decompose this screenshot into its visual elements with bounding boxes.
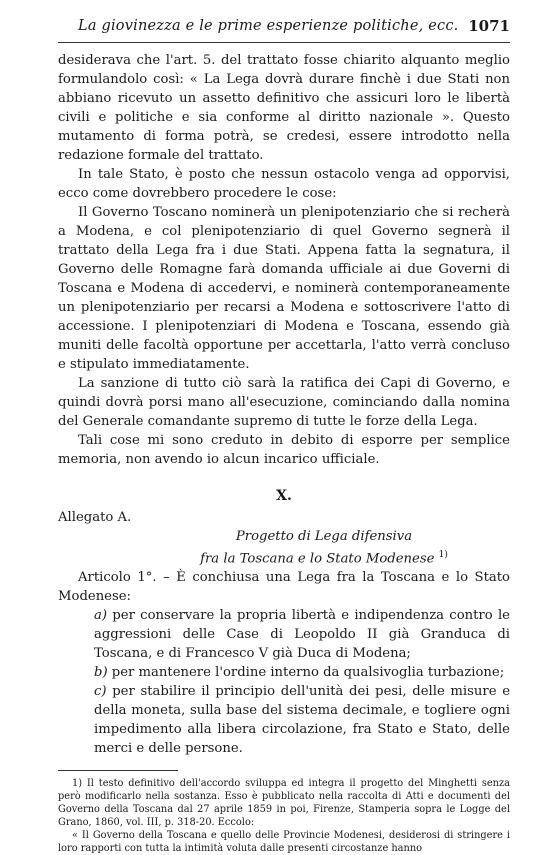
footnote-ref: 1): [438, 550, 448, 560]
document-title: [58, 527, 510, 546]
section-number: X.: [276, 488, 292, 504]
body-text: [58, 51, 510, 758]
list-label: a): [94, 608, 108, 624]
document-title-line-2: fra la Toscana e lo Stato Modenese: [200, 551, 435, 567]
footnote: 1) Il testo definitivo dell'accordo sviluppa ed integra il progetto del Minghetti senza però modificarlo nella sostanza. Esso è pubblicato nella raccolta di Atti e documenti del Governo della Toscana dal 27 aprile 1859 in poi, Firenze, Stamperia sopra le Logge del Grano, 1860, vol. III, p. 318-20. Eccolo:: [58, 778, 510, 829]
article-1: Articolo 1°. – È conchiusa una Lega fra la Toscana e lo Stato Modenese:: [58, 570, 510, 605]
footnote: « Il Governo della Toscana e quello delle Provincie Modenesi, desiderosi di stringere i loro rapporti con tutta la intimità voluta dalle presenti circostanze hanno: [58, 830, 510, 855]
list-item: [58, 682, 510, 758]
list-text: per stabilire il principio dell'unità dei pesi, delle misure e della moneta, sulla base del sistema decimale, e togliere ogni impedimento alla libera circolazione, fra Stato e Stato, delle merci e delle persone.: [94, 684, 510, 757]
list-label: b): [94, 665, 108, 681]
page-number: 1071: [468, 17, 510, 35]
running-title: La giovinezza e le prime esperienze politiche, ecc.: [78, 18, 459, 34]
paragraph: Il Governo Toscano nominerà un plenipotenziario che si recherà a Modena, e col plenipotenziario di quel Governo segnerà il trattato della Lega fra i due Stati. Appena fatta la segnatura, il Governo delle Romagne farà domanda ufficiale ai due Governi di Toscana e Modena di accedervi, e nominerà contemporaneamente un plenipotenziario per recarsi a Modena e sottoscrivere l'atto di accessione. I plenipotenziari di Modena e Toscana, essendo già muniti delle facoltà opportune per accettarla, l'atto verrà concluso e stipulato immediatamente.: [58, 205, 510, 372]
list-text: per conservare la propria libertà e indipendenza contro le aggressioni delle Case di Leopoldo II già Granduca di Toscana, e di Francesco V già Duca di Modena;: [94, 608, 510, 662]
paragraph: desiderava che l'art. 5. del trattato fosse chiarito alquanto meglio formulandolo così: « La Lega dovrà durare finchè i due Stati non abbiano ricevuto un assetto definitivo che assicuri loro le libertà civili e politiche e sia conforme al diritto nazionale ». Questo mutamento di forma potrà, se credesi, essere introdotto nella redazione formale del trattato.: [58, 53, 510, 163]
page-header: [58, 16, 510, 43]
paragraph: La sanzione di tutto ciò sarà la ratifica dei Capi di Governo, e quindi dovrà porsi mano all'esecuzione, cominciando dalla nomina del Generale comandante supremo di tutte le forze della Lega.: [58, 376, 510, 429]
document-title-line-1: Progetto di Lega difensiva: [235, 529, 413, 544]
footnote-divider: [58, 770, 178, 771]
list-item: [58, 663, 510, 682]
footnotes: [58, 777, 510, 855]
list-text: per mantenere l'ordine interno da qualsivoglia turbazione;: [111, 665, 505, 681]
list-item: [58, 606, 510, 663]
allegato-label: Allegato A.: [58, 510, 132, 525]
list-label: c): [94, 684, 107, 700]
paragraph: In tale Stato, è posto che nessun ostacolo venga ad opporvisi, ecco come dovrebbero procedere le cose:: [58, 167, 510, 201]
document-title-2: [58, 546, 510, 568]
paragraph: Tali cose mi sono creduto in debito di esporre per semplice memoria, non avendo io alcun incarico ufficiale.: [58, 433, 510, 467]
